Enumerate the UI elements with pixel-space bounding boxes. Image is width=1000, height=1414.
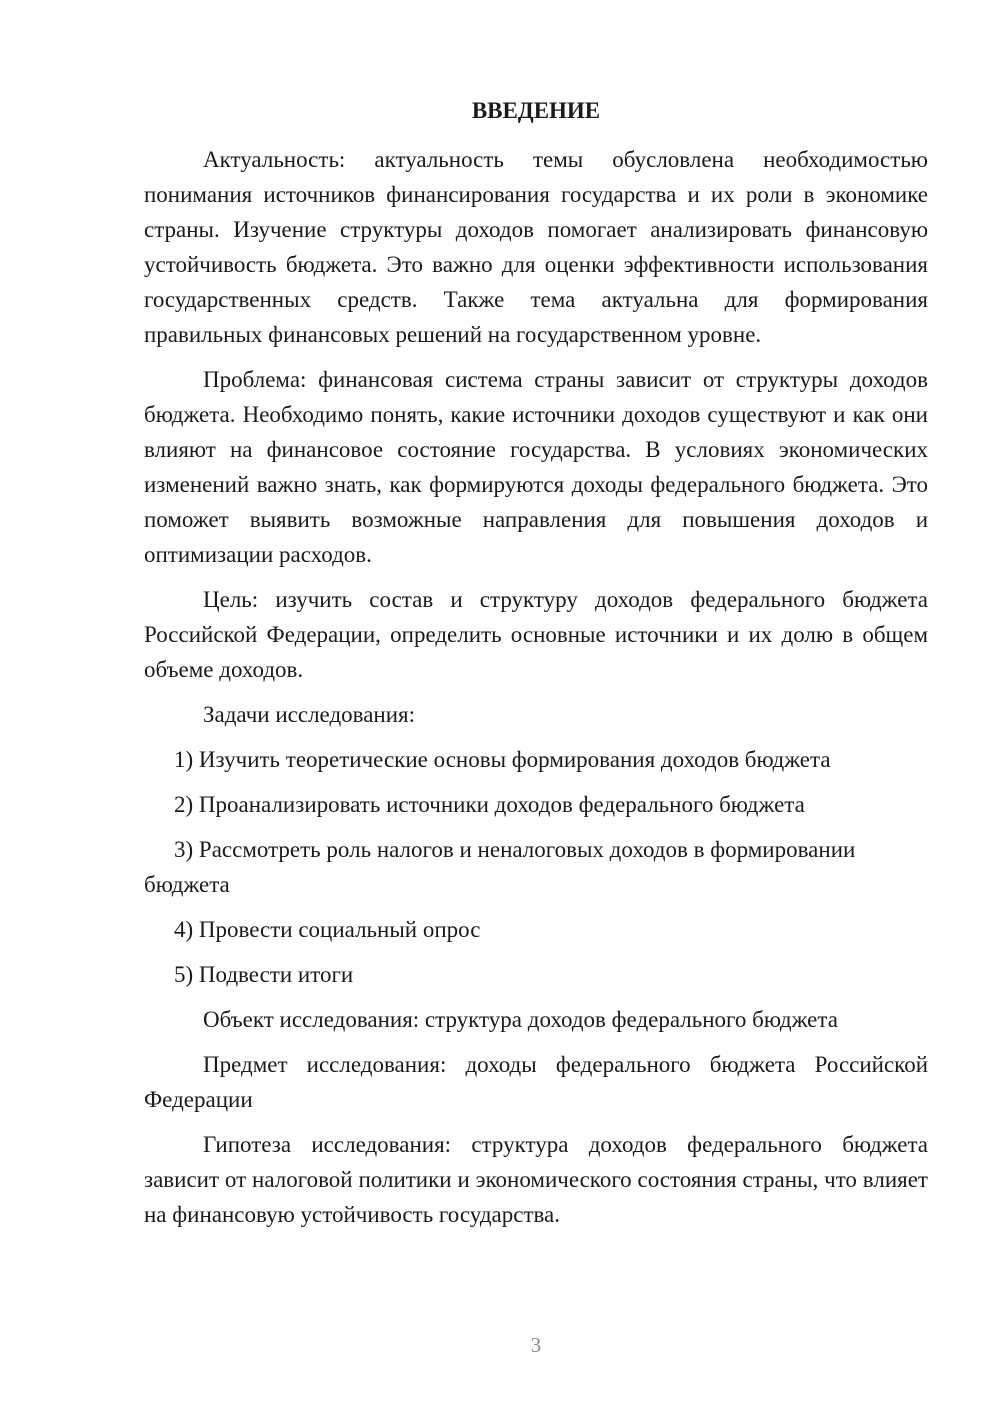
goal-paragraph: Цель: изучить состав и структуру доходов федерального бюджета Российской Федерации, определить основные источники и их долю в общем объеме доходов.	[144, 587, 928, 682]
problem-paragraph: Проблема: финансовая система страны зависит от структуры доходов бюджета. Необходимо понять, какие источники доходов существуют и как они влияют на финансовое состояние государства. В условиях экономических изменений важно знать, как формируются доходы федерального бюджета. Это поможет выявить возможные направления для повышения доходов и оптимизации расходов.	[144, 367, 928, 567]
task-item-1: 1) Изучить теоретические основы формирования доходов бюджета	[174, 747, 831, 772]
task-item-2: 2) Проанализировать источники доходов федерального бюджета	[174, 792, 805, 817]
tasks-heading: Задачи исследования:	[203, 702, 416, 727]
page-number: 3	[530, 1333, 542, 1357]
task-item-3: 3) Рассмотреть роль налогов и неналоговых доходов в формировании бюджета	[144, 837, 856, 897]
body-text	[144, 142, 928, 1242]
page-title: ВВЕДЕНИЕ	[471, 98, 601, 123]
hypothesis-paragraph: Гипотеза исследования: структура доходов федерального бюджета зависит от налоговой политики и экономического состояния страны, что влияет на финансовую устойчивость государства.	[144, 1132, 928, 1227]
subject-paragraph: Предмет исследования: доходы федерального бюджета Российской Федерации	[144, 1052, 928, 1112]
object-paragraph: Объект исследования: структура доходов федерального бюджета	[203, 1007, 838, 1032]
task-item-5: 5) Подвести итоги	[174, 962, 354, 987]
relevance-paragraph: Актуальность: актуальность темы обусловлена необходимостью понимания источников финансирования государства и их роли в экономике страны. Изучение структуры доходов помогает анализировать финансовую устойчивость бюджета. Это важно для оценки эффективности использования государственных средств. Также тема актуальна для формирования правильных финансовых решений на государственном уровне.	[144, 147, 928, 347]
task-item-4: 4) Провести социальный опрос	[174, 917, 481, 942]
